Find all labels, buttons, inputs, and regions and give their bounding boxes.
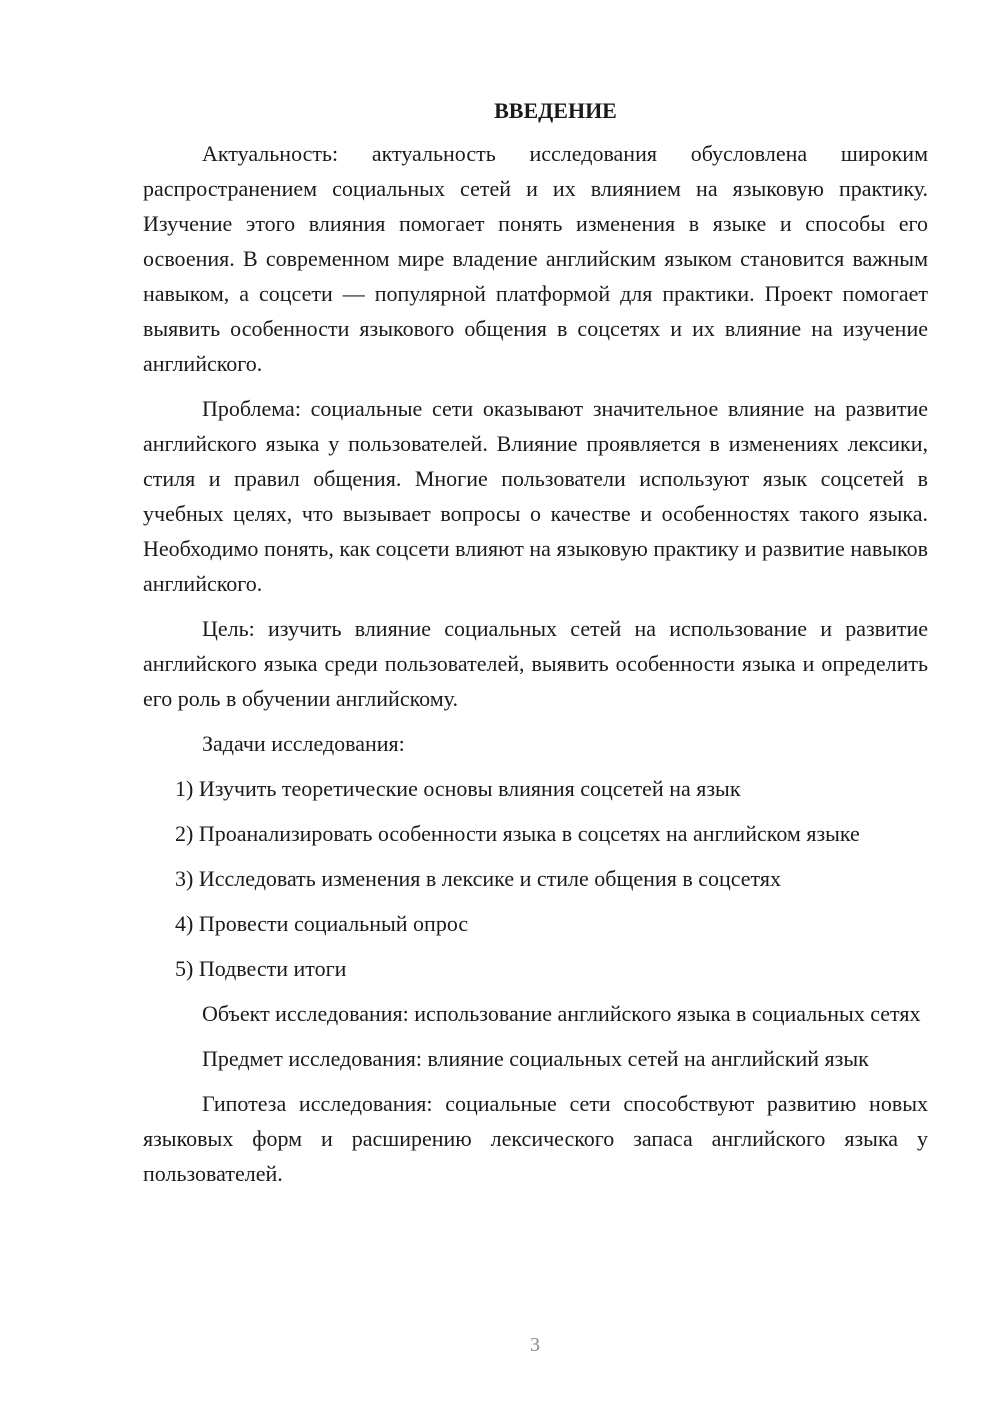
tasks-heading: Задачи исследования: (202, 731, 405, 756)
paragraph-goal: Цель: изучить влияние социальных сетей на использование и развитие английского языка среди пользователей, выявить особенности языка и определить его роль в обучении английскому. (143, 616, 928, 711)
tasks-list (143, 771, 928, 986)
list-item: 1) Изучить теоретические основы влияния соцсетей на язык (175, 776, 741, 801)
document-body (143, 96, 928, 1201)
list-item: 4) Провести социальный опрос (175, 911, 469, 936)
section-title: ВВЕДЕНИЕ (494, 98, 617, 123)
list-item: 3) Исследовать изменения в лексике и стиле общения в соцсетях (175, 866, 781, 891)
paragraph-hypothesis: Гипотеза исследования: социальные сети способствуют развитию новых языковых форм и расширению лексического запаса английского языка у пользователей. (143, 1091, 928, 1186)
page-number: 3 (530, 1334, 540, 1356)
paragraph-problem: Проблема: социальные сети оказывают значительное влияние на развитие английского языка у пользователей. Влияние проявляется в изменениях лексики, стиля и правил общения. Многие пользователи используют язык соцсетей в учебных целях, что вызывает вопросы о качестве и особенностях такого языка. Необходимо понять, как соцсети влияют на языковую практику и развитие навыков английского. (143, 396, 928, 596)
list-item: 5) Подвести итоги (175, 956, 347, 981)
paragraph-object: Объект исследования: использование английского языка в социальных сетях (202, 1001, 921, 1026)
list-item: 2) Проанализировать особенности языка в соцсетях на английском языке (175, 821, 860, 846)
paragraph-relevance: Актуальность: актуальность исследования обусловлена широким распространением социальных сетей и их влиянием на языковую практику. Изучение этого влияния помогает понять изменения в языке и способы его освоения. В современном мире владение английским языком становится важным навыком, а соцсети — популярной платформой для практики. Проект помогает выявить особенности языкового общения в соцсетях и их влияние на изучение английского. (143, 141, 928, 376)
paragraph-subject: Предмет исследования: влияние социальных сетей на английский язык (202, 1046, 869, 1071)
